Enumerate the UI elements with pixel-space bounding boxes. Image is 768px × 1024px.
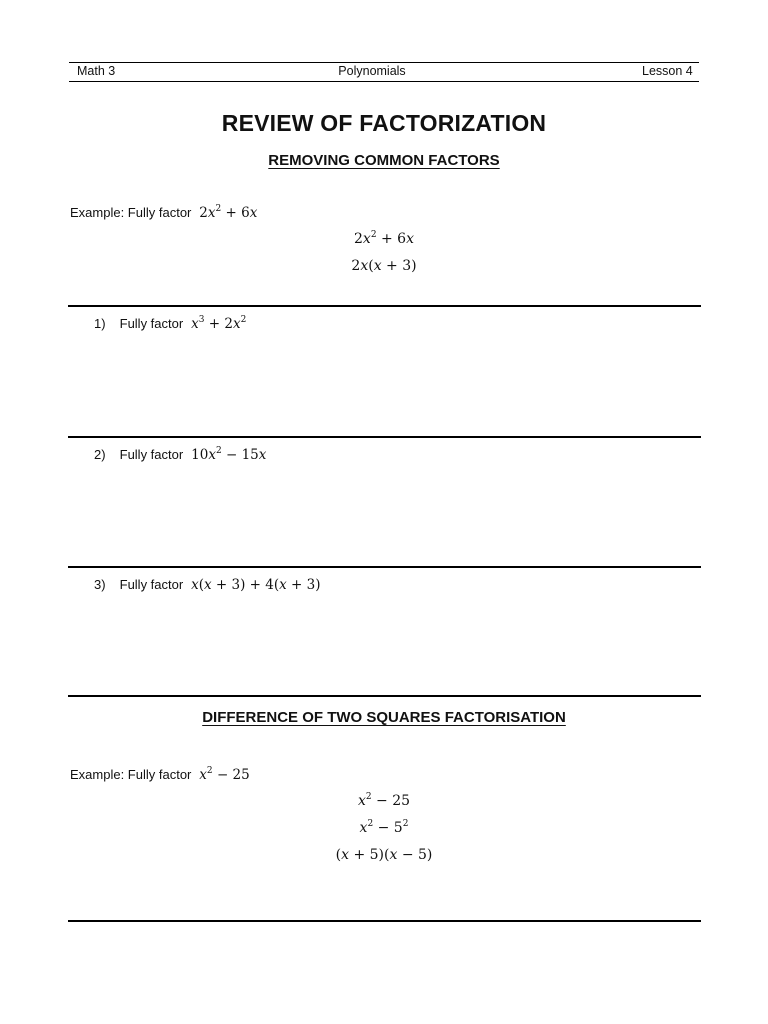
example-2-step-3: (x + 5)(x − 5) [335,847,433,863]
divider [68,695,701,697]
question-label: Fully factor [119,316,184,331]
question-2 [94,446,266,464]
question-number: 2) [94,447,106,462]
divider [68,566,701,568]
example-expression: $x^2 - 25$ [195,766,250,783]
divider [68,305,701,307]
header-unit: Polynomials [338,64,406,78]
example-expression: $2x^2 + 6x$ [199,204,258,221]
question-number: 3) [94,577,106,592]
question-3 [94,576,321,594]
example-2-step-1: $x^2 - 25$ [357,792,411,809]
header-bottom-rule [69,81,699,82]
question-expression: $x^3 + 2x^2$ [186,315,247,332]
divider [68,436,701,438]
question-label: Fully factor [119,577,184,592]
example-1-step-1: $2x^2 + 6x$ [353,230,414,247]
header-course: Math 3 [77,64,116,78]
example-label: Example: Fully factor [70,205,192,220]
example-label: Example: Fully factor [70,767,192,782]
page-title: REVIEW OF FACTORIZATION [221,110,547,136]
question-number: 1) [94,316,106,331]
example-2 [70,766,250,784]
section-heading-difference-of-squares: DIFFERENCE OF TWO SQUARES FACTORISATION [202,709,566,726]
section-heading-common-factors: REMOVING COMMON FACTORS [268,152,500,169]
question-label: Fully factor [119,447,184,462]
example-1 [70,204,257,222]
divider [68,920,701,922]
question-expression: $10x^2 - 15x$ [191,446,267,463]
example-1-step-2: 2x(x + 3) [351,258,417,274]
example-2-step-2: $x^2 - 5^2$ [359,819,409,836]
header-lesson: Lesson 4 [642,64,693,78]
question-expression: x(x + 3) + 4(x + 3) [186,577,321,593]
question-1 [94,315,246,333]
